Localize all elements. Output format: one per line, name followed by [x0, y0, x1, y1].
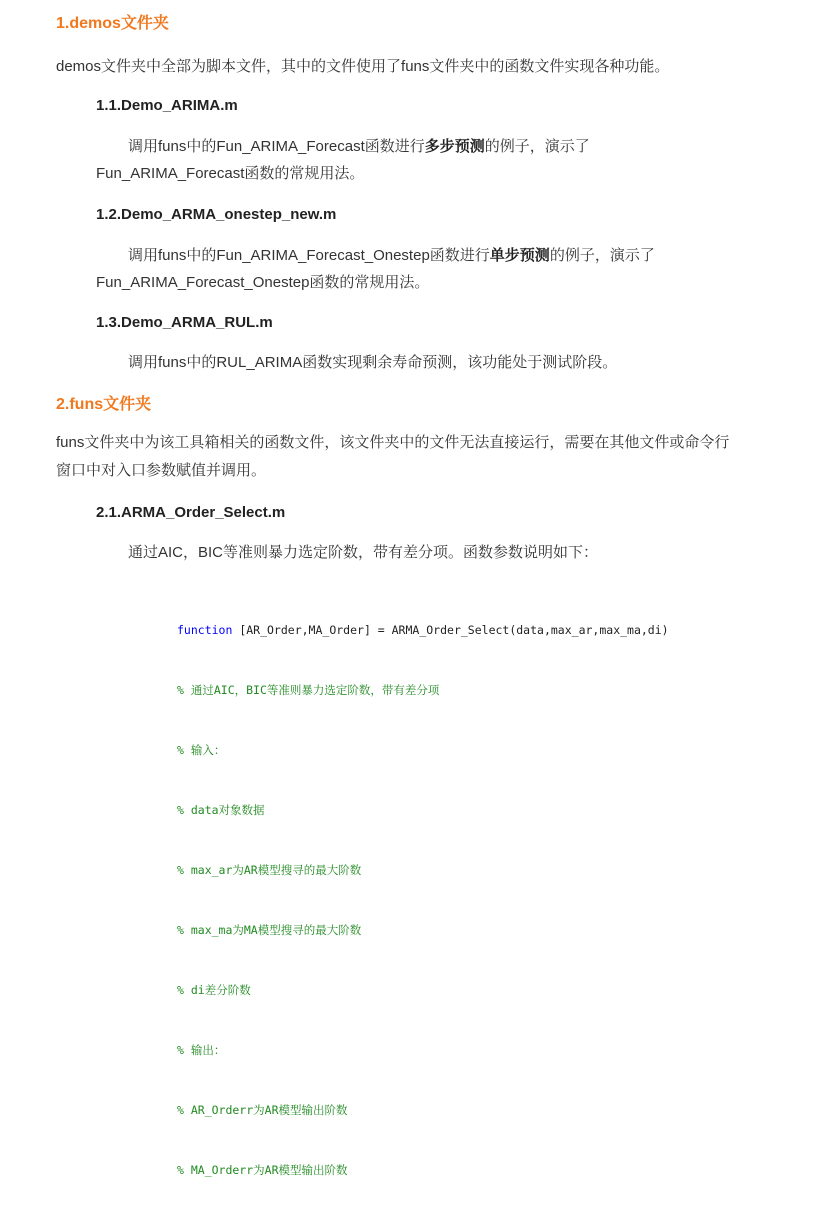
code-comment-line: % max_ar为AR模型搜寻的最大阶数	[177, 863, 362, 877]
funs-description	[56, 429, 796, 485]
code-comment-line: % max_ma为MA模型搜寻的最大阶数	[177, 923, 362, 937]
code-keyword: function	[177, 623, 233, 637]
bold-onestep: 单步预测	[489, 247, 550, 264]
subsection-heading-arma-order-select: 2.1.ARMA_Order_Select.m	[96, 504, 286, 521]
demo-arima-line1: 调用funs中的Fun_ARIMA_Forecast函数进行多步预测的例子，演示了	[128, 138, 590, 155]
code-comment-line: % 输入：	[177, 743, 226, 757]
funs-description-line1: funs文件夹中为该工具箱相关的函数文件，该文件夹中的文件无法直接运行，需要在其他文件或命令行	[56, 434, 730, 451]
funs-description-line2: 窗口中对入口参数赋值并调用。	[56, 462, 267, 479]
code-block	[177, 580, 669, 1220]
code-comment-line: % di差分阶数	[177, 983, 251, 997]
section-heading-funs: 2.funs文件夹	[56, 396, 152, 413]
arma-order-select-text: 通过AIC，BIC等准则暴力选定阶数，带有差分项。函数参数说明如下：	[128, 544, 599, 561]
subsection-heading-demo-arma-rul: 1.3.Demo_ARMA_RUL.m	[96, 314, 273, 331]
demo-arima-paragraph	[96, 133, 736, 187]
code-signature-line	[177, 620, 669, 640]
demo-onestep-paragraph	[96, 242, 736, 296]
bold-multistep: 多步预测	[424, 138, 485, 155]
arma-order-select-paragraph	[96, 539, 736, 566]
code-comment-line: % 输出：	[177, 1043, 226, 1057]
section-heading-demos: 1.demos文件夹	[56, 15, 169, 32]
demo-onestep-line2: Fun_ARIMA_Forecast_Onestep函数的常规用法。	[96, 274, 430, 291]
demo-rul-text: 调用funs中的RUL_ARIMA函数实现剩余寿命预测，该功能处于测试阶段。	[128, 354, 618, 371]
code-comment-line: % data对象数据	[177, 803, 265, 817]
demos-description: demos文件夹中全部为脚本文件，其中的文件使用了funs文件夹中的函数文件实现各种功能。	[56, 58, 670, 75]
code-comment-line: % AR_Orderr为AR模型输出阶数	[177, 1103, 348, 1117]
code-comment-line: % 通过AIC，BIC等准则暴力选定阶数，带有差分项	[177, 683, 440, 697]
demo-rul-paragraph	[96, 349, 736, 376]
demo-arima-line2: Fun_ARIMA_Forecast函数的常规用法。	[96, 165, 365, 182]
code-comment-line: % MA_Orderr为AR模型输出阶数	[177, 1163, 348, 1177]
demo-onestep-line1: 调用funs中的Fun_ARIMA_Forecast_Onestep函数进行单步预测的例子，演示了	[128, 247, 655, 264]
code-signature: [AR_Order,MA_Order] = ARMA_Order_Select(data,max_ar,max_ma,di)	[232, 623, 669, 637]
subsection-heading-demo-arima: 1.1.Demo_ARIMA.m	[96, 97, 238, 114]
subsection-heading-demo-arma-onestep: 1.2.Demo_ARMA_onestep_new.m	[96, 206, 337, 223]
